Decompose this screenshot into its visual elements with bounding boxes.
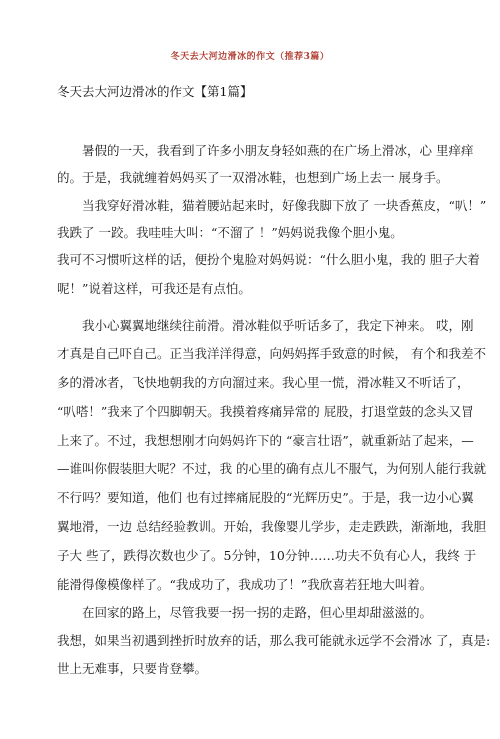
paragraph-line: 我跌了 一跤。我哇哇大叫：“不溜了 ！”妈妈说我像个胆小鬼。 <box>57 225 403 240</box>
paragraph-line: 才真是自己吓自己。正当我洋洋得意，向妈妈挥手致意的时候， 有个和我差不 <box>57 346 486 361</box>
document-title: 冬天去大河边滑冰的作文（推荐3篇） <box>170 52 330 62</box>
paragraph-line: 我想，如果当初遇到挫折时放弃的话，那么我可能就永远学不会滑冰 了，真是: <box>57 633 491 648</box>
paragraph-line: 多的滑冰者，飞快地朝我的方向溜过来。我心里一慌，滑冰鞋又不听话了， <box>57 375 470 390</box>
paragraph-line: 能滑得像模像样了。“我成功了，我成功了！”我欣喜若狂地大叫着。 <box>57 577 433 592</box>
paragraph-line: 在回家的路上，尽管我要一拐一拐的走路，但心里却甜滋滋的。 <box>82 605 433 620</box>
paragraph-line: 呢！”说着这样，可我还是有点怕。 <box>57 281 251 296</box>
paragraph-line: 我可不习惯听这样的话，便扮个鬼脸对妈妈说：“什么胆小鬼，我的 胆子大着 <box>57 252 480 267</box>
paragraph-line: 上来了。不过，我想想刚才向妈妈许下的 “豪言壮语”，就重新站了起来，— <box>57 433 474 448</box>
paragraph-line: 我小心翼翼地继续往前滑。滑冰鞋似乎听话多了，我定下神来。 哎，刚 <box>82 318 474 333</box>
paragraph-line: 子大 些了，跌得次数也少了。5分钟，10分钟……功夫不负有心人，我终 于 <box>57 548 477 563</box>
paragraph-line: “叭嗒！”我来了个四脚朝天。我摸着疼痛异常的 屁股，打退堂鼓的念头又冒 <box>57 404 474 419</box>
paragraph-line: 当我穿好滑冰鞋，猫着腰站起来时，好像我脚下放了 一块香蕉皮，“叭！” <box>82 198 487 213</box>
paragraph-line: 世上无难事，只要肯登攀。 <box>57 661 208 676</box>
paragraph-line: 暑假的一天，我看到了许多小朋友身轻如燕的在广场上滑冰，心 里痒痒 <box>82 143 474 158</box>
paragraph-line: 翼地滑，一边 总结经验教训。开始，我像婴儿学步，走走跌跌，渐渐地，我胆 <box>57 519 486 534</box>
section-heading: 冬天去大河边滑冰的作文【第1篇】 <box>57 84 253 99</box>
paragraph-line: —谁叫你假装胆大呢？不过，我 的心里的确有点儿不服气，为何别人能行我就 <box>57 461 486 476</box>
paragraph-line: 的。于是，我就缠着妈妈买了一双滑冰鞋，也想到广场上去一 展身手。 <box>57 170 449 185</box>
paragraph-line: 不行吗？要知道，他们 也有过摔痛屁股的“光辉历史”。于是，我一边小心翼 <box>57 490 474 505</box>
